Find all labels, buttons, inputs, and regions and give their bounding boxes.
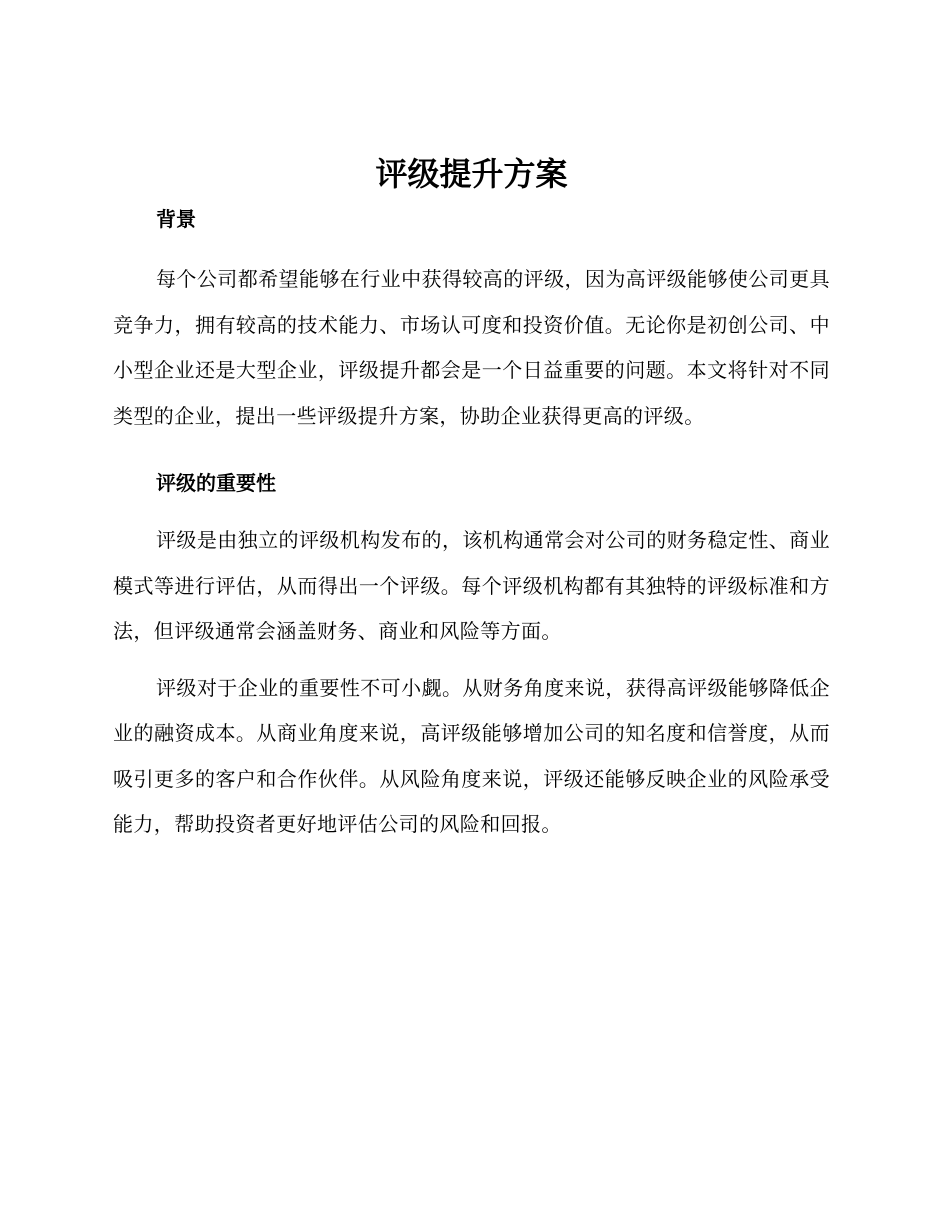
document-page [113,148,830,848]
document-title: 评级提升方案 [375,155,568,193]
section-heading-background: 背景 [156,207,196,231]
importance-paragraph-2: 评级对于企业的重要性不可小觑。从财务角度来说，获得高评级能够降低企业的融资成本。从商业角度来说，高评级能够增加公司的知名度和信誉度，从而吸引更多的客户和合作伙伴。从风险角度来说，评级还能够反映企业的风险承受能力，帮助投资者更好地评估公司的风险和回报。 [113,675,830,836]
section-heading-importance: 评级的重要性 [156,471,276,495]
importance-paragraph-1: 评级是由独立的评级机构发布的，该机构通常会对公司的财务稳定性、商业模式等进行评估，从而得出一个评级。每个评级机构都有其独特的评级标准和方法，但评级通常会涵盖财务、商业和风险等方面。 [113,528,830,643]
background-paragraph: 每个公司都希望能够在行业中获得较高的评级，因为高评级能够使公司更具竞争力，拥有较高的技术能力、市场认可度和投资价值。无论你是初创公司、中小型企业还是大型企业，评级提升都会是一个日益重要的问题。本文将针对不同类型的企业，提出一些评级提升方案，协助企业获得更高的评级。 [113,267,830,428]
